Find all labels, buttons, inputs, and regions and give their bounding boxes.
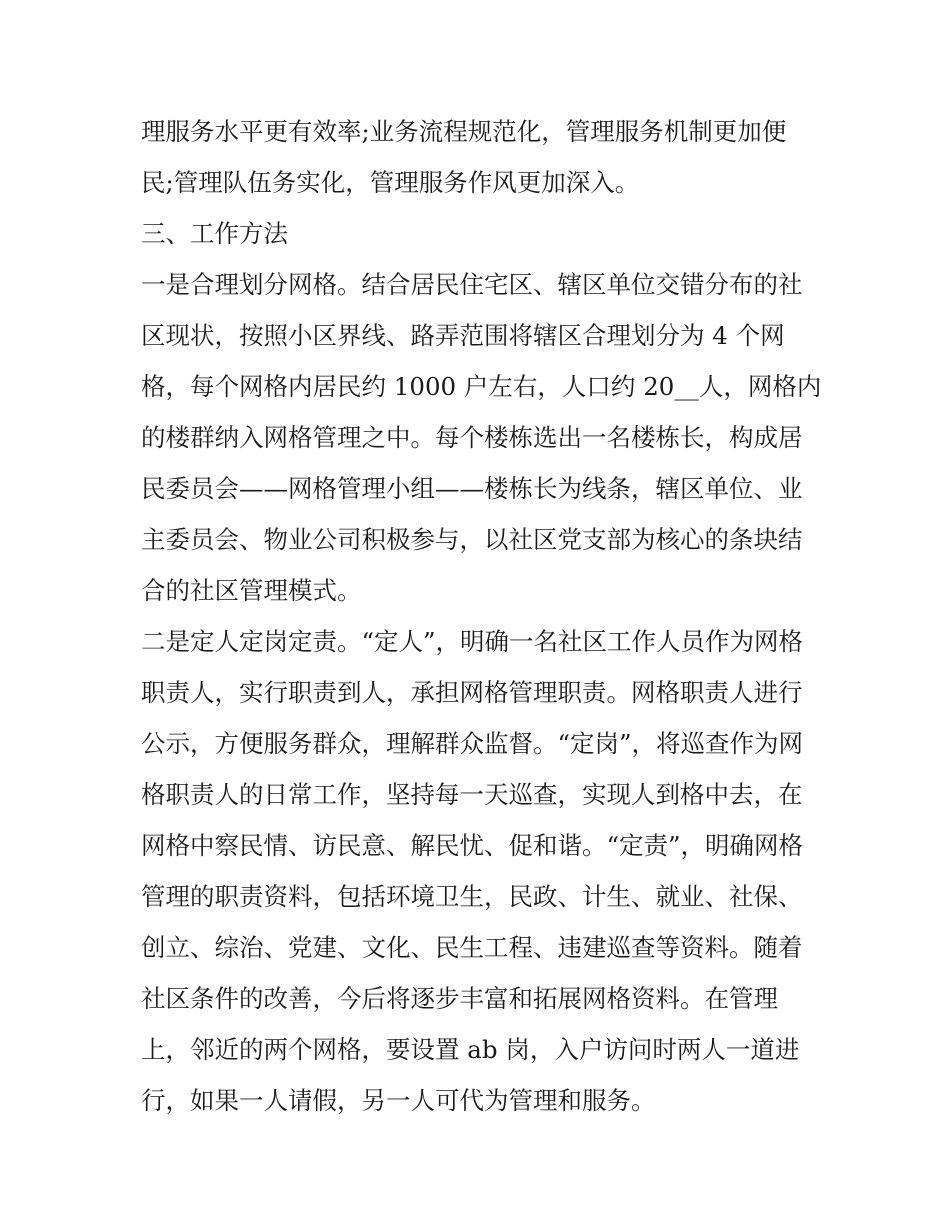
text-line: 职责人，实行职责到人，承担网格管理职责。网格职责人进行 [141, 678, 803, 707]
text-line: 理服务水平更有效率;业务流程规范化，管理服务机制更加便 [141, 117, 787, 146]
text-line: 管理的职责资料，包括环境卫生，民政、计生、就业、社保、 [141, 882, 803, 911]
text-line: 民委员会——网格管理小组——楼栋长为线条，辖区单位、业 [141, 474, 803, 503]
text-line: 行，如果一人请假，另一人可代为管理和服务。 [141, 1086, 656, 1115]
text-line: 区现状，按照小区界线、路弄范围将辖区合理划分为 4 个网 [141, 321, 785, 350]
text-line: 的楼群纳入网格管理之中。每个楼栋选出一名楼栋长，构成居 [141, 423, 803, 452]
text-line: 上，邻近的两个网格，要设置 ab 岗，入户访问时两人一道进 [141, 1035, 800, 1064]
text-line: 公示，方便服务群众，理解群众监督。“定岗”，将巡查作为网 [141, 729, 804, 758]
section-heading: 三、工作方法 [141, 219, 288, 248]
text-line: 一是合理划分网格。结合居民住宅区、辖区单位交错分布的社 [141, 270, 803, 299]
text-line: 格，每个网格内居民约 1000 户左右，人口约 20__人，网格内 [141, 372, 821, 401]
text-line: 创立、综治、党建、文化、民生工程、违建巡查等资料。随着 [141, 933, 803, 962]
text-line: 网格中察民情、访民意、解民忧、促和谐。“定责”，明确网格 [141, 831, 804, 860]
text-line: 主委员会、物业公司积极参与，以社区党支部为核心的条块结 [141, 525, 803, 554]
text-line: 二是定人定岗定责。“定人”，明确一名社区工作人员作为网格 [141, 627, 804, 656]
text-line: 社区条件的改善，今后将逐步丰富和拓展网格资料。在管理 [141, 984, 778, 1013]
text-line: 民;管理队伍务实化，管理服务作风更加深入。 [141, 168, 640, 197]
text-line: 格职责人的日常工作，坚持每一天巡查，实现人到格中去，在 [141, 780, 803, 809]
text-line: 合的社区管理模式。 [141, 576, 362, 605]
body-text [141, 106, 821, 1126]
